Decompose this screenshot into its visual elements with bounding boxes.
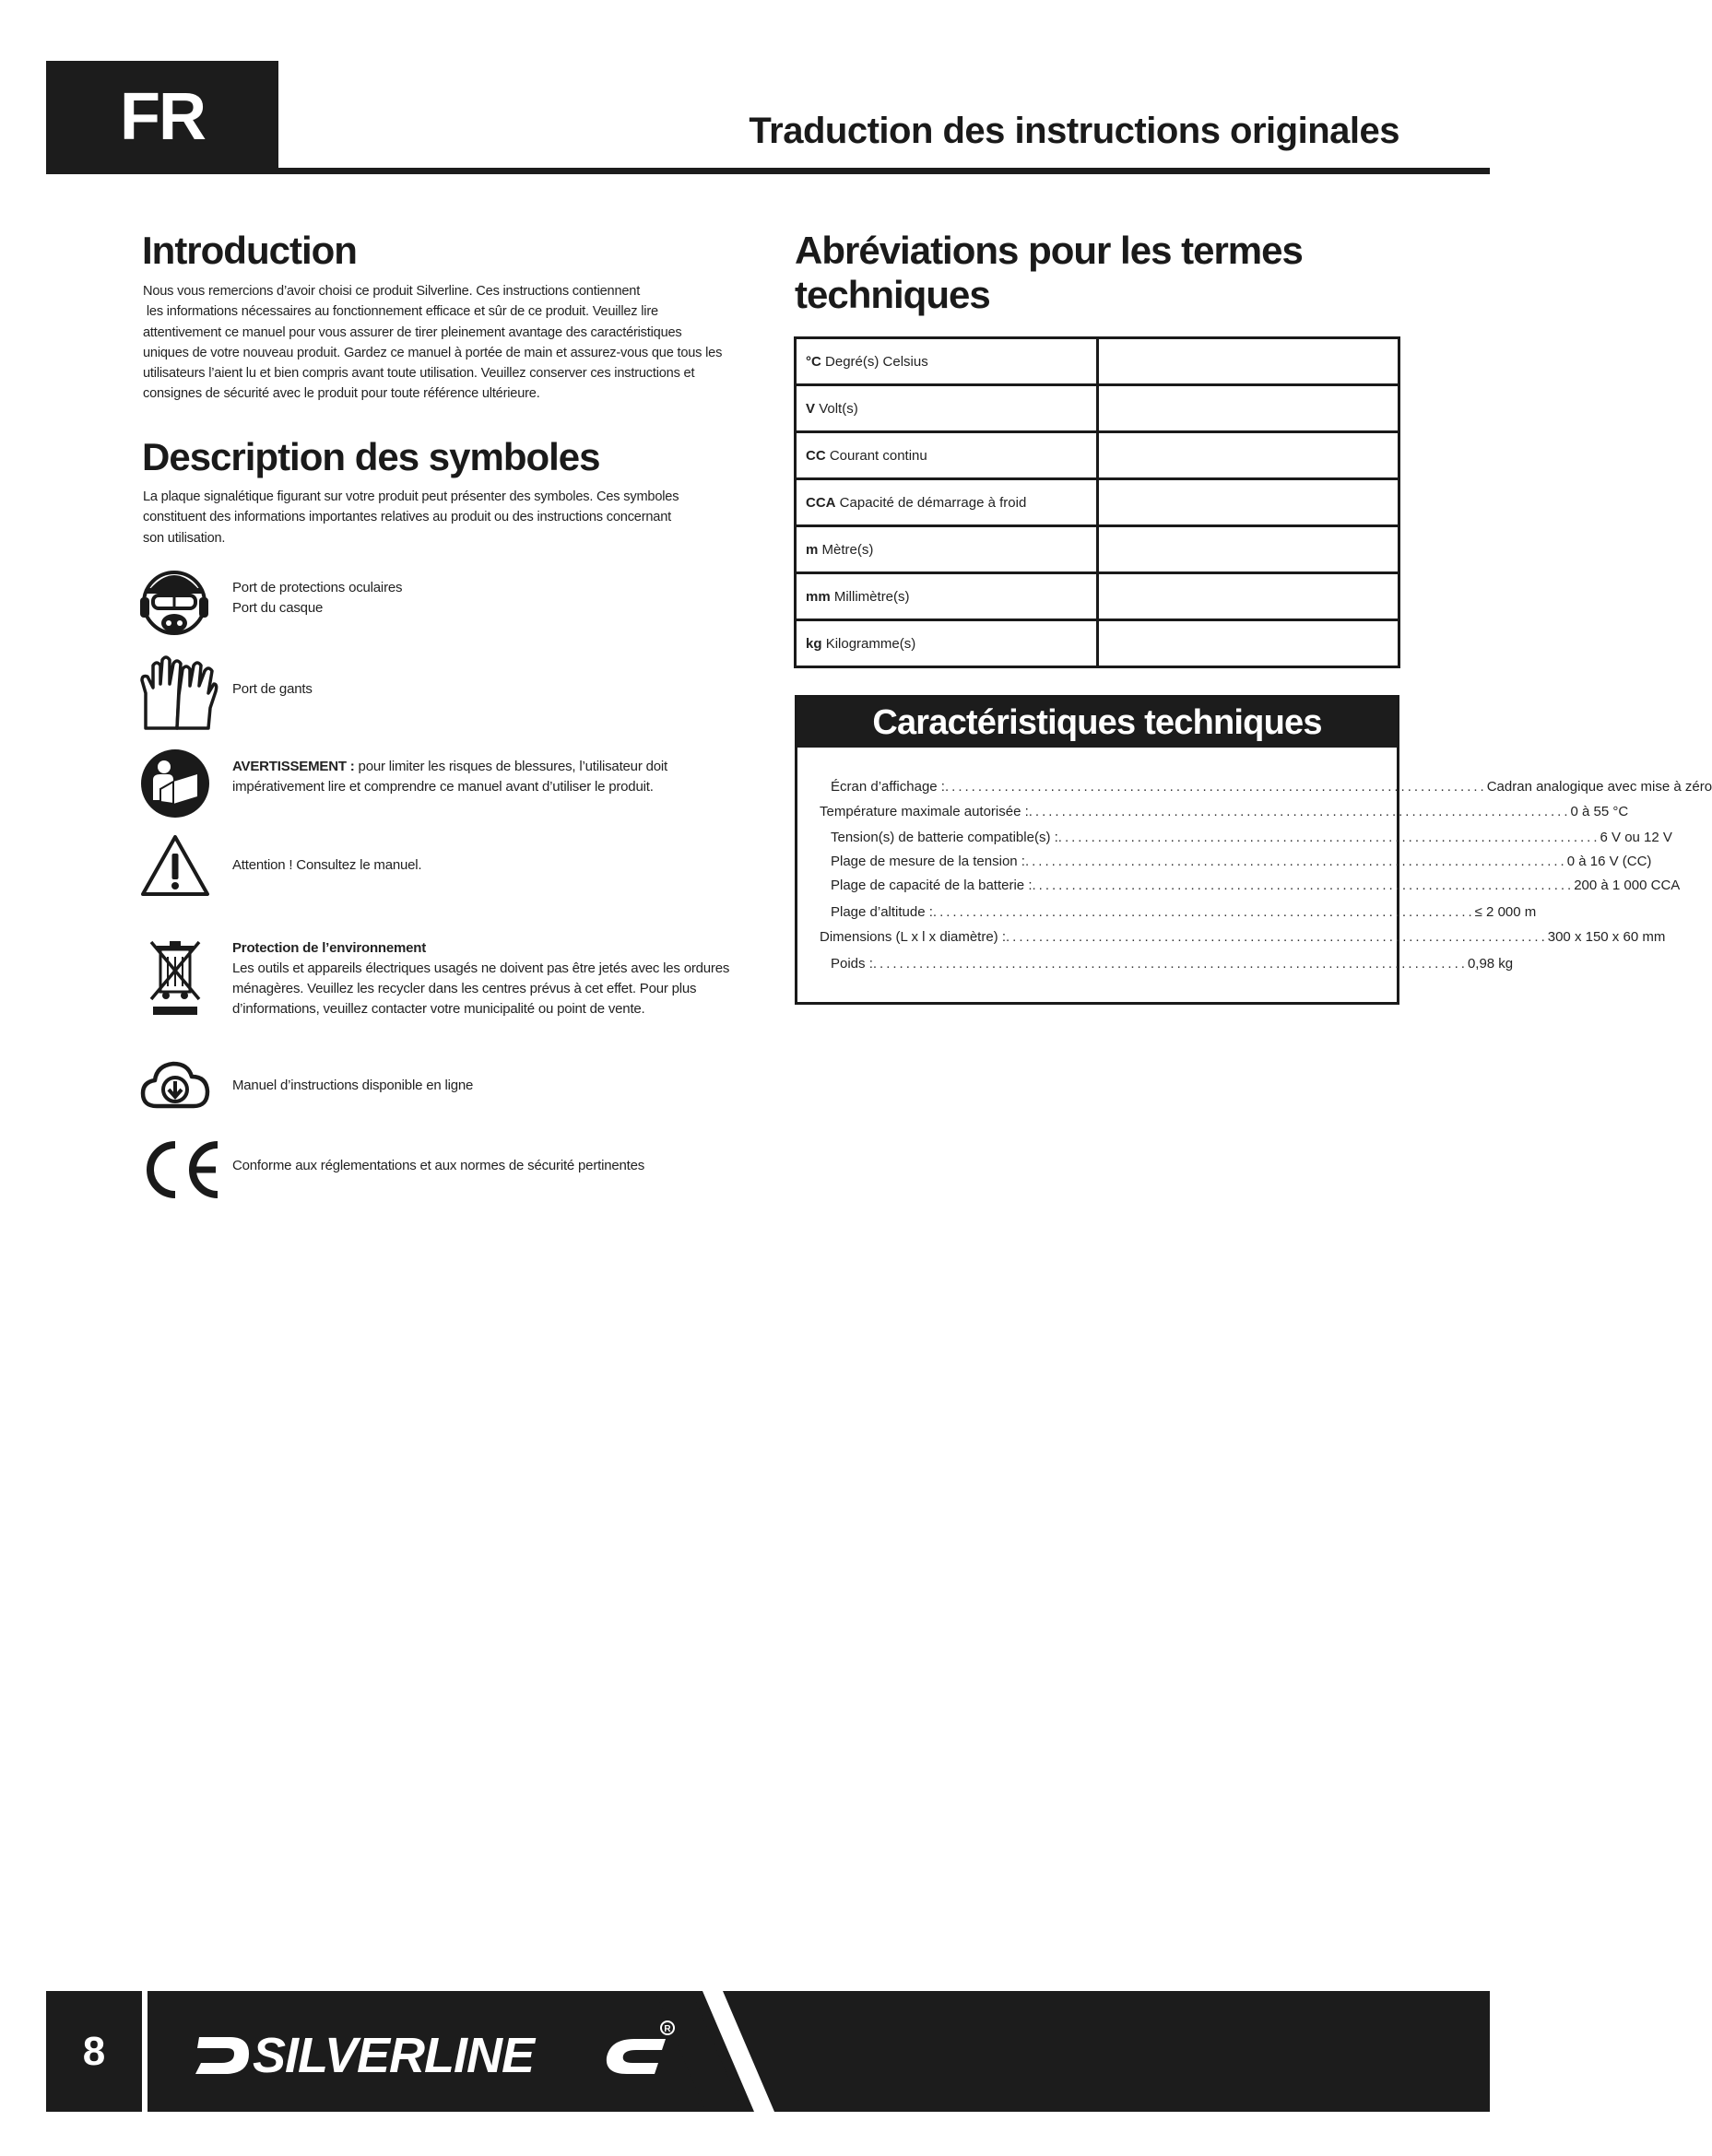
- spec-leader: ..................................................................................: [1024, 854, 1567, 869]
- symbol-text: Les outils et appareils électriques usagés ne doivent pas être jetés avec les ordures: [232, 960, 730, 976]
- table-row: [796, 526, 1399, 573]
- gloves-icon: [140, 656, 218, 730]
- empty-cell: [1098, 526, 1399, 573]
- symbol-text: impérativement lire et comprendre ce manuel avant d’utiliser le produit.: [232, 779, 654, 795]
- intro-line: consignes de sécurité avec le produit pour toute référence ultérieure.: [143, 386, 540, 402]
- helmet-goggles-icon: [140, 562, 208, 640]
- abbreviation-text: Degré(s) Celsius: [825, 353, 928, 370]
- abbreviation-text: Mètre(s): [821, 541, 874, 558]
- spec-value: 6 V ou 12 V: [1600, 830, 1672, 845]
- symbol-text: ménagères. Veuillez les recycler dans les centres prévus à cet effet. Pour plus: [232, 981, 697, 996]
- spec-label: Poids :: [831, 956, 873, 972]
- header-rule: [46, 168, 1490, 174]
- symbol-text: Port de gants: [232, 681, 313, 697]
- abbreviations-table: [794, 336, 1400, 668]
- abbreviation-code: CC: [806, 447, 826, 464]
- abbreviation-code: kg: [806, 635, 822, 652]
- table-row: [796, 479, 1399, 526]
- table-row: [796, 620, 1399, 667]
- spec-value: 300 x 150 x 60 mm: [1547, 929, 1666, 945]
- symbols-line: constituent des informations importantes relatives au produit ou des instructions concernant: [143, 510, 671, 525]
- table-row: [796, 338, 1399, 385]
- spec-label: Plage d’altitude :: [831, 904, 933, 920]
- spec-leader: ..................................................................................: [1032, 878, 1575, 893]
- empty-cell: [1098, 385, 1399, 432]
- spec-value: Cadran analogique avec mise à zéro: [1486, 779, 1712, 795]
- abbreviations-heading-line: Abréviations pour les termes: [795, 229, 1303, 272]
- intro-line: uniques de votre nouveau produit. Gardez ce manuel à portée de main et assurez-vous que tous les: [143, 345, 723, 360]
- symbols-line: La plaque signalétique figurant sur votre produit peut présenter des symboles. Ces symboles: [143, 489, 679, 504]
- read-manual-icon: [140, 748, 210, 819]
- abbreviation-code: V: [806, 400, 816, 417]
- empty-cell: [1098, 479, 1399, 526]
- abbreviation-code: m: [806, 541, 819, 558]
- cloud-download-icon: [140, 1058, 210, 1113]
- empty-cell: [1098, 432, 1399, 479]
- table-row: [796, 432, 1399, 479]
- symbol-text: pour limiter les risques de blessures, l’utilisateur doit: [354, 759, 667, 774]
- symbols-paragraph: [143, 487, 751, 548]
- ce-mark-icon: [140, 1137, 229, 1202]
- language-code: FR: [120, 79, 205, 154]
- abbreviation-code: °C: [806, 353, 821, 370]
- intro-line: Nous vous remercions d’avoir choisi ce produit Silverline. Ces instructions contiennent: [143, 284, 641, 299]
- empty-cell: [1098, 338, 1399, 385]
- spec-label: Température maximale autorisée :: [820, 804, 1029, 819]
- spec-leader: ..................................................................................: [1057, 830, 1600, 845]
- spec-row: [820, 804, 1629, 819]
- empty-cell: [1098, 573, 1399, 620]
- language-badge: [46, 61, 278, 172]
- specifications-header: [797, 698, 1397, 748]
- spec-row: [831, 956, 1514, 972]
- intro-line: utilisateurs l’aient lu et bien compris avant toute utilisation. Veuillez conserver ces instructions et: [143, 366, 695, 382]
- spec-row: [831, 878, 1681, 893]
- symbol-text: Conforme aux réglementations et aux normes de sécurité pertinentes: [232, 1158, 645, 1173]
- spec-label: Plage de capacité de la batterie :: [831, 878, 1033, 893]
- abbreviation-code: CCA: [806, 494, 836, 511]
- symbol-text: Manuel d’instructions disponible en ligne: [232, 1078, 474, 1093]
- spec-row: [831, 854, 1652, 869]
- abbreviation-text: Courant continu: [829, 447, 927, 464]
- symbol-text: d’informations, veuillez contacter votre municipalité ou point de vente.: [232, 1001, 645, 1017]
- page-title: Traduction des instructions originales: [749, 111, 1399, 151]
- table-row: [796, 573, 1399, 620]
- spec-label: Écran d’affichage :: [831, 779, 945, 795]
- spec-label: Dimensions (L x l x diamètre) :: [820, 929, 1007, 945]
- abbreviation-cell: [796, 479, 1098, 526]
- spec-leader: ..................................................................................: [944, 779, 1487, 795]
- spec-label: Plage de mesure de la tension :: [831, 854, 1025, 869]
- brand-wordmark: SILVERLINE: [253, 2028, 535, 2083]
- spec-leader: ..................................................................................: [932, 904, 1475, 920]
- spec-row: [831, 779, 1712, 795]
- weee-bin-icon: [148, 938, 203, 1018]
- registered-mark: R: [664, 2024, 671, 2034]
- spec-leader: ..................................................................................: [1006, 929, 1548, 945]
- footer-bar: [46, 1991, 1490, 2112]
- abbreviation-text: Kilogramme(s): [825, 635, 916, 652]
- abbreviations-heading: [795, 229, 1303, 317]
- abbreviation-cell: [796, 385, 1098, 432]
- spec-value: 0,98 kg: [1467, 956, 1514, 972]
- abbreviation-text: Capacité de démarrage à froid: [839, 494, 1027, 511]
- spec-label: Tension(s) de batterie compatible(s) :: [831, 830, 1058, 845]
- abbreviation-cell: [796, 338, 1098, 385]
- abbreviation-code: mm: [806, 588, 831, 605]
- intro-paragraph: [143, 281, 751, 405]
- symbol-text: Port du casque: [232, 600, 324, 616]
- specifications-heading: Caractéristiques techniques: [872, 702, 1322, 742]
- abbreviation-text: Millimètre(s): [833, 588, 910, 605]
- silverline-logo: [194, 2017, 673, 2087]
- table-row: [796, 385, 1399, 432]
- abbreviation-text: Volt(s): [819, 400, 858, 417]
- spec-value: 200 à 1 000 CCA: [1574, 878, 1681, 893]
- spec-value: ≤ 2 000 m: [1474, 904, 1537, 920]
- spec-value: 0 à 16 V (CC): [1566, 854, 1652, 869]
- symbols-heading: Description des symboles: [142, 435, 600, 478]
- intro-line: attentivement ce manuel pour vous assurer de tirer pleinement avantage des caractéristiques: [143, 324, 682, 340]
- abbreviation-cell: [796, 573, 1098, 620]
- symbol-bold-label: AVERTISSEMENT :: [232, 759, 355, 774]
- page-number: 8: [82, 2028, 106, 2074]
- symbol-text: Attention ! Consultez le manuel.: [232, 857, 422, 873]
- abbreviation-cell: [796, 526, 1098, 573]
- abbreviation-cell: [796, 620, 1098, 667]
- warning-triangle-icon: [140, 833, 210, 898]
- symbol-text: Port de protections oculaires: [232, 580, 403, 595]
- intro-heading: Introduction: [142, 229, 357, 272]
- empty-cell: [1098, 620, 1399, 667]
- abbreviation-cell: [796, 432, 1098, 479]
- symbol-bold-label: Protection de l’environnement: [232, 940, 427, 956]
- spec-row: [831, 830, 1672, 845]
- abbreviations-heading-line: techniques: [795, 273, 990, 316]
- intro-line: les informations nécessaires au fonctionnement efficace et sûr de ce produit. Veuillez lire: [143, 304, 658, 320]
- spec-row: [831, 904, 1537, 920]
- spec-row: [820, 929, 1666, 945]
- spec-leader: ..................................................................................: [1028, 804, 1571, 819]
- spec-leader: ..........................................................................................: [872, 956, 1468, 972]
- specifications-box: [795, 695, 1712, 1005]
- spec-value: 0 à 55 °C: [1570, 804, 1629, 819]
- symbols-line: son utilisation.: [143, 530, 226, 546]
